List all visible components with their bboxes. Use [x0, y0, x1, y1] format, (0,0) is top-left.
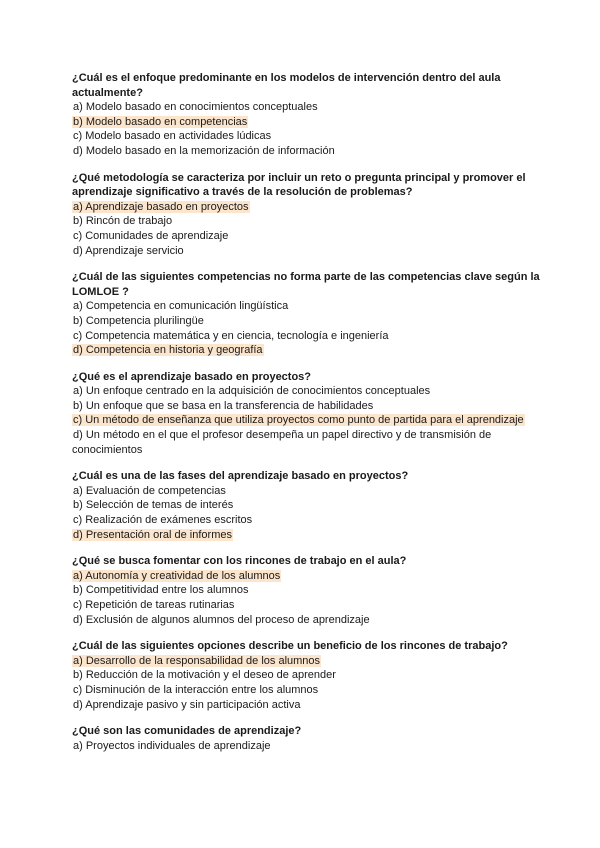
question-title: ¿Cuál de las siguientes competencias no forma parte de las competencias clave según la LOMLOE ?: [72, 271, 540, 298]
answer-option-highlighted: [72, 115, 542, 130]
question-block: [72, 469, 542, 542]
answer-option: [72, 329, 542, 344]
answer-option-text: a) Un enfoque centrado en la adquisición de conocimientos conceptuales: [73, 385, 431, 398]
answer-option: [72, 100, 542, 115]
answer-option-text: b) Competitividad entre los alumnos: [73, 584, 249, 597]
answer-option-text: d) Modelo basado en la memorización de información: [73, 144, 335, 157]
question-title: ¿Cuál es una de las fases del aprendizaje basado en proyectos?: [72, 470, 409, 483]
answer-option: [72, 299, 542, 314]
answer-option-highlighted: [72, 569, 542, 584]
answer-option-text: a) Proyectos individuales de aprendizaje: [73, 739, 271, 752]
answer-option-text: d) Exclusión de algunos alumnos del proceso de aprendizaje: [73, 613, 370, 626]
answer-option-highlighted: [72, 343, 542, 358]
answer-option: [72, 513, 542, 528]
question-block: [72, 554, 542, 627]
question-title: ¿Cuál de las siguientes opciones describe un beneficio de los rincones de trabajo?: [72, 640, 508, 653]
answer-option-text: a) Competencia en comunicación lingüística: [73, 300, 289, 313]
answer-option: [72, 484, 542, 499]
answer-option: [72, 314, 542, 329]
answer-option-text: c) Competencia matemática y en ciencia, tecnología e ingeniería: [73, 329, 389, 342]
question-block: [72, 639, 542, 712]
answer-option: [72, 698, 542, 713]
question-block: [72, 270, 542, 358]
answer-option-text: a) Aprendizaje basado en proyectos: [73, 200, 249, 213]
question-block: [72, 370, 542, 458]
answer-option-text: b) Un enfoque que se basa en la transferencia de habilidades: [73, 399, 374, 412]
answer-option-highlighted: [72, 200, 542, 215]
answer-option-text: d) Aprendizaje servicio: [73, 244, 184, 257]
answer-option-text: d) Un método en el que el profesor desempeña un papel directivo y de transmisión de conocimientos: [72, 429, 492, 456]
answer-option: [72, 399, 542, 414]
answer-option-text: b) Reducción de la motivación y el deseo de aprender: [73, 669, 336, 682]
answer-option: [72, 384, 542, 399]
answer-option-text: a) Autonomía y creatividad de los alumnos: [73, 569, 281, 582]
quiz-content: [72, 71, 542, 765]
answer-option: [72, 583, 542, 598]
answer-option: [72, 428, 542, 457]
answer-option-text: c) Comunidades de aprendizaje: [73, 229, 229, 242]
answer-option-text: d) Aprendizaje pasivo y sin participación activa: [73, 698, 301, 711]
answer-option-text: c) Repetición de tareas rutinarias: [73, 599, 235, 611]
answer-option: [72, 144, 542, 159]
question-block: [72, 171, 542, 259]
answer-option: [72, 244, 542, 259]
answer-option-text: b) Rincón de trabajo: [73, 215, 173, 228]
question-title: ¿Qué son las comunidades de aprendizaje?: [72, 725, 302, 738]
answer-option: [72, 613, 542, 628]
question-title: ¿Qué metodología se caracteriza por incluir un reto o pregunta principal y promover el aprendizaje significativo a través de la resolución de problemas?: [72, 171, 526, 199]
answer-option-text: b) Competencia plurilingüe: [73, 314, 204, 327]
answer-option-text: b) Modelo basado en competencias: [73, 115, 248, 128]
answer-option: [72, 214, 542, 229]
answer-option-text: a) Desarrollo de la responsabilidad de los alumnos: [73, 654, 321, 667]
question-block: [72, 71, 542, 159]
answer-option-text: b) Selección de temas de interés: [73, 499, 234, 512]
question-title: ¿Qué es el aprendizaje basado en proyectos?: [72, 370, 312, 383]
answer-option: [72, 129, 542, 144]
answer-option: [72, 683, 542, 698]
answer-option-text: d) Presentación oral de informes: [73, 528, 232, 541]
answer-option: [72, 668, 542, 683]
answer-option-highlighted: [72, 528, 542, 543]
answer-option-text: c) Modelo basado en actividades lúdicas: [73, 130, 272, 143]
answer-option-text: a) Modelo basado en conocimientos conceptuales: [73, 101, 318, 114]
question-block: [72, 724, 542, 753]
answer-option-text: c) Disminución de la interacción entre los alumnos: [73, 683, 319, 696]
answer-option-text: c) Un método de enseñanza que utiliza proyectos como punto de partida para el aprendizaje: [73, 414, 524, 427]
answer-option: [72, 598, 542, 613]
answer-option: [72, 739, 542, 754]
answer-option-highlighted: [72, 654, 542, 669]
answer-option-text: a) Evaluación de competencias: [73, 484, 226, 497]
answer-option: [72, 229, 542, 244]
question-title: ¿Qué se busca fomentar con los rincones de trabajo en el aula?: [72, 555, 407, 568]
question-title: ¿Cuál es el enfoque predominante en los modelos de intervención dentro del aula actualmente?: [72, 72, 501, 99]
answer-option: [72, 498, 542, 513]
answer-option-highlighted: [72, 413, 542, 428]
answer-option-text: c) Realización de exámenes escritos: [73, 514, 253, 527]
answer-option-text: d) Competencia en historia y geografía: [73, 344, 263, 357]
